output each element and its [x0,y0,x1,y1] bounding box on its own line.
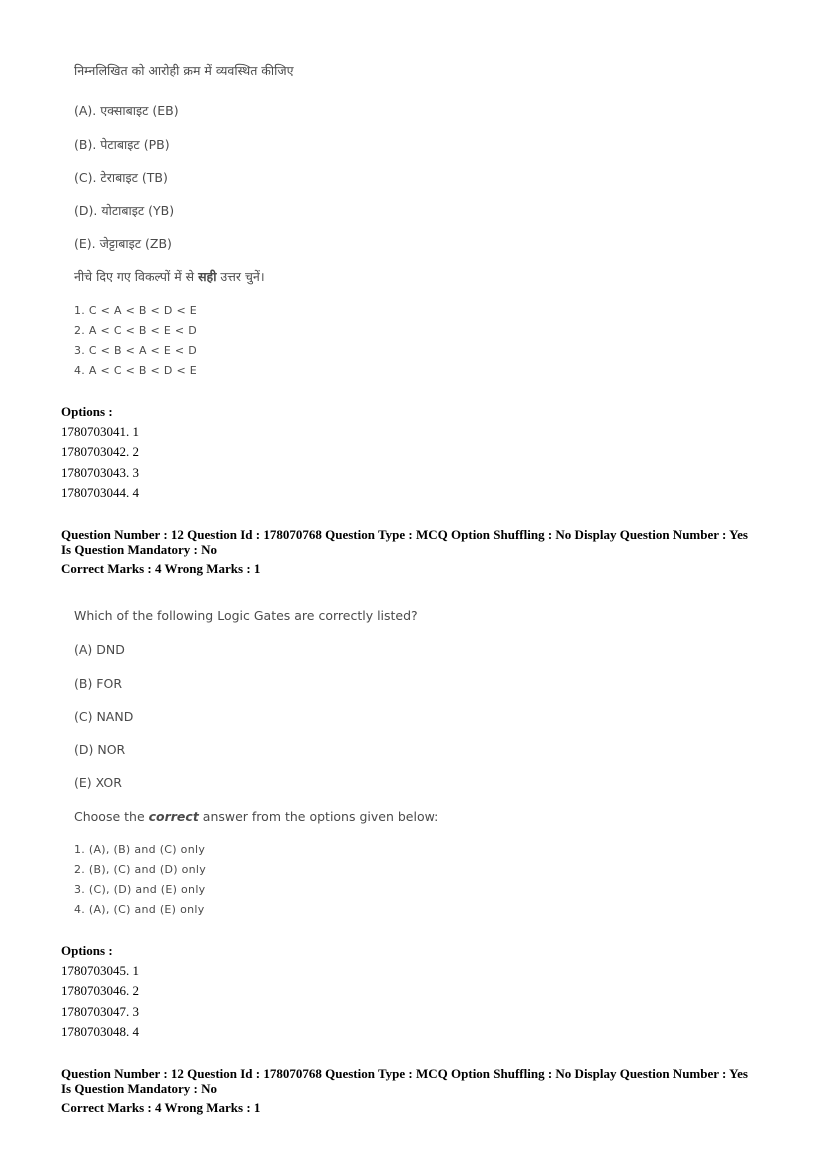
option-row: 1780703041. 1 [61,424,139,439]
option-row: 1780703048. 4 [61,1024,139,1039]
question-2-choice-3: 3. (C), (D) and (E) only [74,883,206,896]
question-header-line-2: Is Question Mandatory : No [61,1081,218,1096]
question-1-choice-4: 4. A < C < B < D < E [74,364,198,377]
question-1-choice-2: 2. A < C < B < E < D [74,324,198,337]
options-label: Options : [61,943,113,958]
question-1-item-d: (D). योटाबाइट (YB) [74,203,175,218]
question-2-choice-2: 2. (B), (C) and (D) only [74,863,207,876]
question-2-choice-1: 1. (A), (B) and (C) only [74,843,206,856]
option-row: 1780703047. 3 [61,1004,139,1019]
instruction-bold: सही [198,269,217,284]
question-1-instruction [74,268,265,285]
instruction-post: answer from the options given below: [198,809,439,824]
question-header-line-3: Correct Marks : 4 Wrong Marks : 1 [61,561,261,576]
instruction-bold: correct [148,809,199,824]
question-2-item-d: (D) NOR [74,742,126,757]
question-header-line-1: Question Number : 12 Question Id : 178070768 Question Type : MCQ Option Shuffling : No Display Question Number : Yes [61,527,748,542]
question-header-line-3: Correct Marks : 4 Wrong Marks : 1 [61,1100,261,1115]
question-2-item-e: (E) XOR [74,775,122,790]
question-2-item-c: (C) NAND [74,709,134,724]
instruction-pre: नीचे दिए गए विकल्पों में से [74,269,199,284]
question-1-item-e: (E). जेट्टाबाइट (ZB) [74,236,172,251]
option-row: 1780703042. 2 [61,444,139,459]
question-1-item-b: (B). पेटाबाइट (PB) [74,137,170,152]
option-row: 1780703046. 2 [61,983,139,998]
question-2-item-b: (B) FOR [74,676,123,691]
option-row: 1780703045. 1 [61,963,139,978]
options-label: Options : [61,404,113,419]
question-1-item-c: (C). टेराबाइट (TB) [74,170,168,185]
question-2-item-a: (A) DND [74,642,125,657]
question-1-stem: निम्नलिखित को आरोही क्रम में व्यवस्थित कीजिए [74,63,294,78]
question-header-line-2: Is Question Mandatory : No [61,542,218,557]
instruction-post: उत्तर चुनें। [216,269,265,284]
question-2-stem: Which of the following Logic Gates are correctly listed? [74,608,418,623]
question-header-line-1: Question Number : 12 Question Id : 178070768 Question Type : MCQ Option Shuffling : No Display Question Number : Yes [61,1066,748,1081]
question-1-item-a: (A). एक्साबाइट (EB) [74,103,179,118]
question-2-instruction [74,809,438,824]
option-row: 1780703044. 4 [61,485,139,500]
instruction-pre: Choose the [74,809,149,824]
question-1-choice-3: 3. C < B < A < E < D [74,344,198,357]
question-1-choice-1: 1. C < A < B < D < E [74,304,198,317]
option-row: 1780703043. 3 [61,465,139,480]
question-2-choice-4: 4. (A), (C) and (E) only [74,903,205,916]
